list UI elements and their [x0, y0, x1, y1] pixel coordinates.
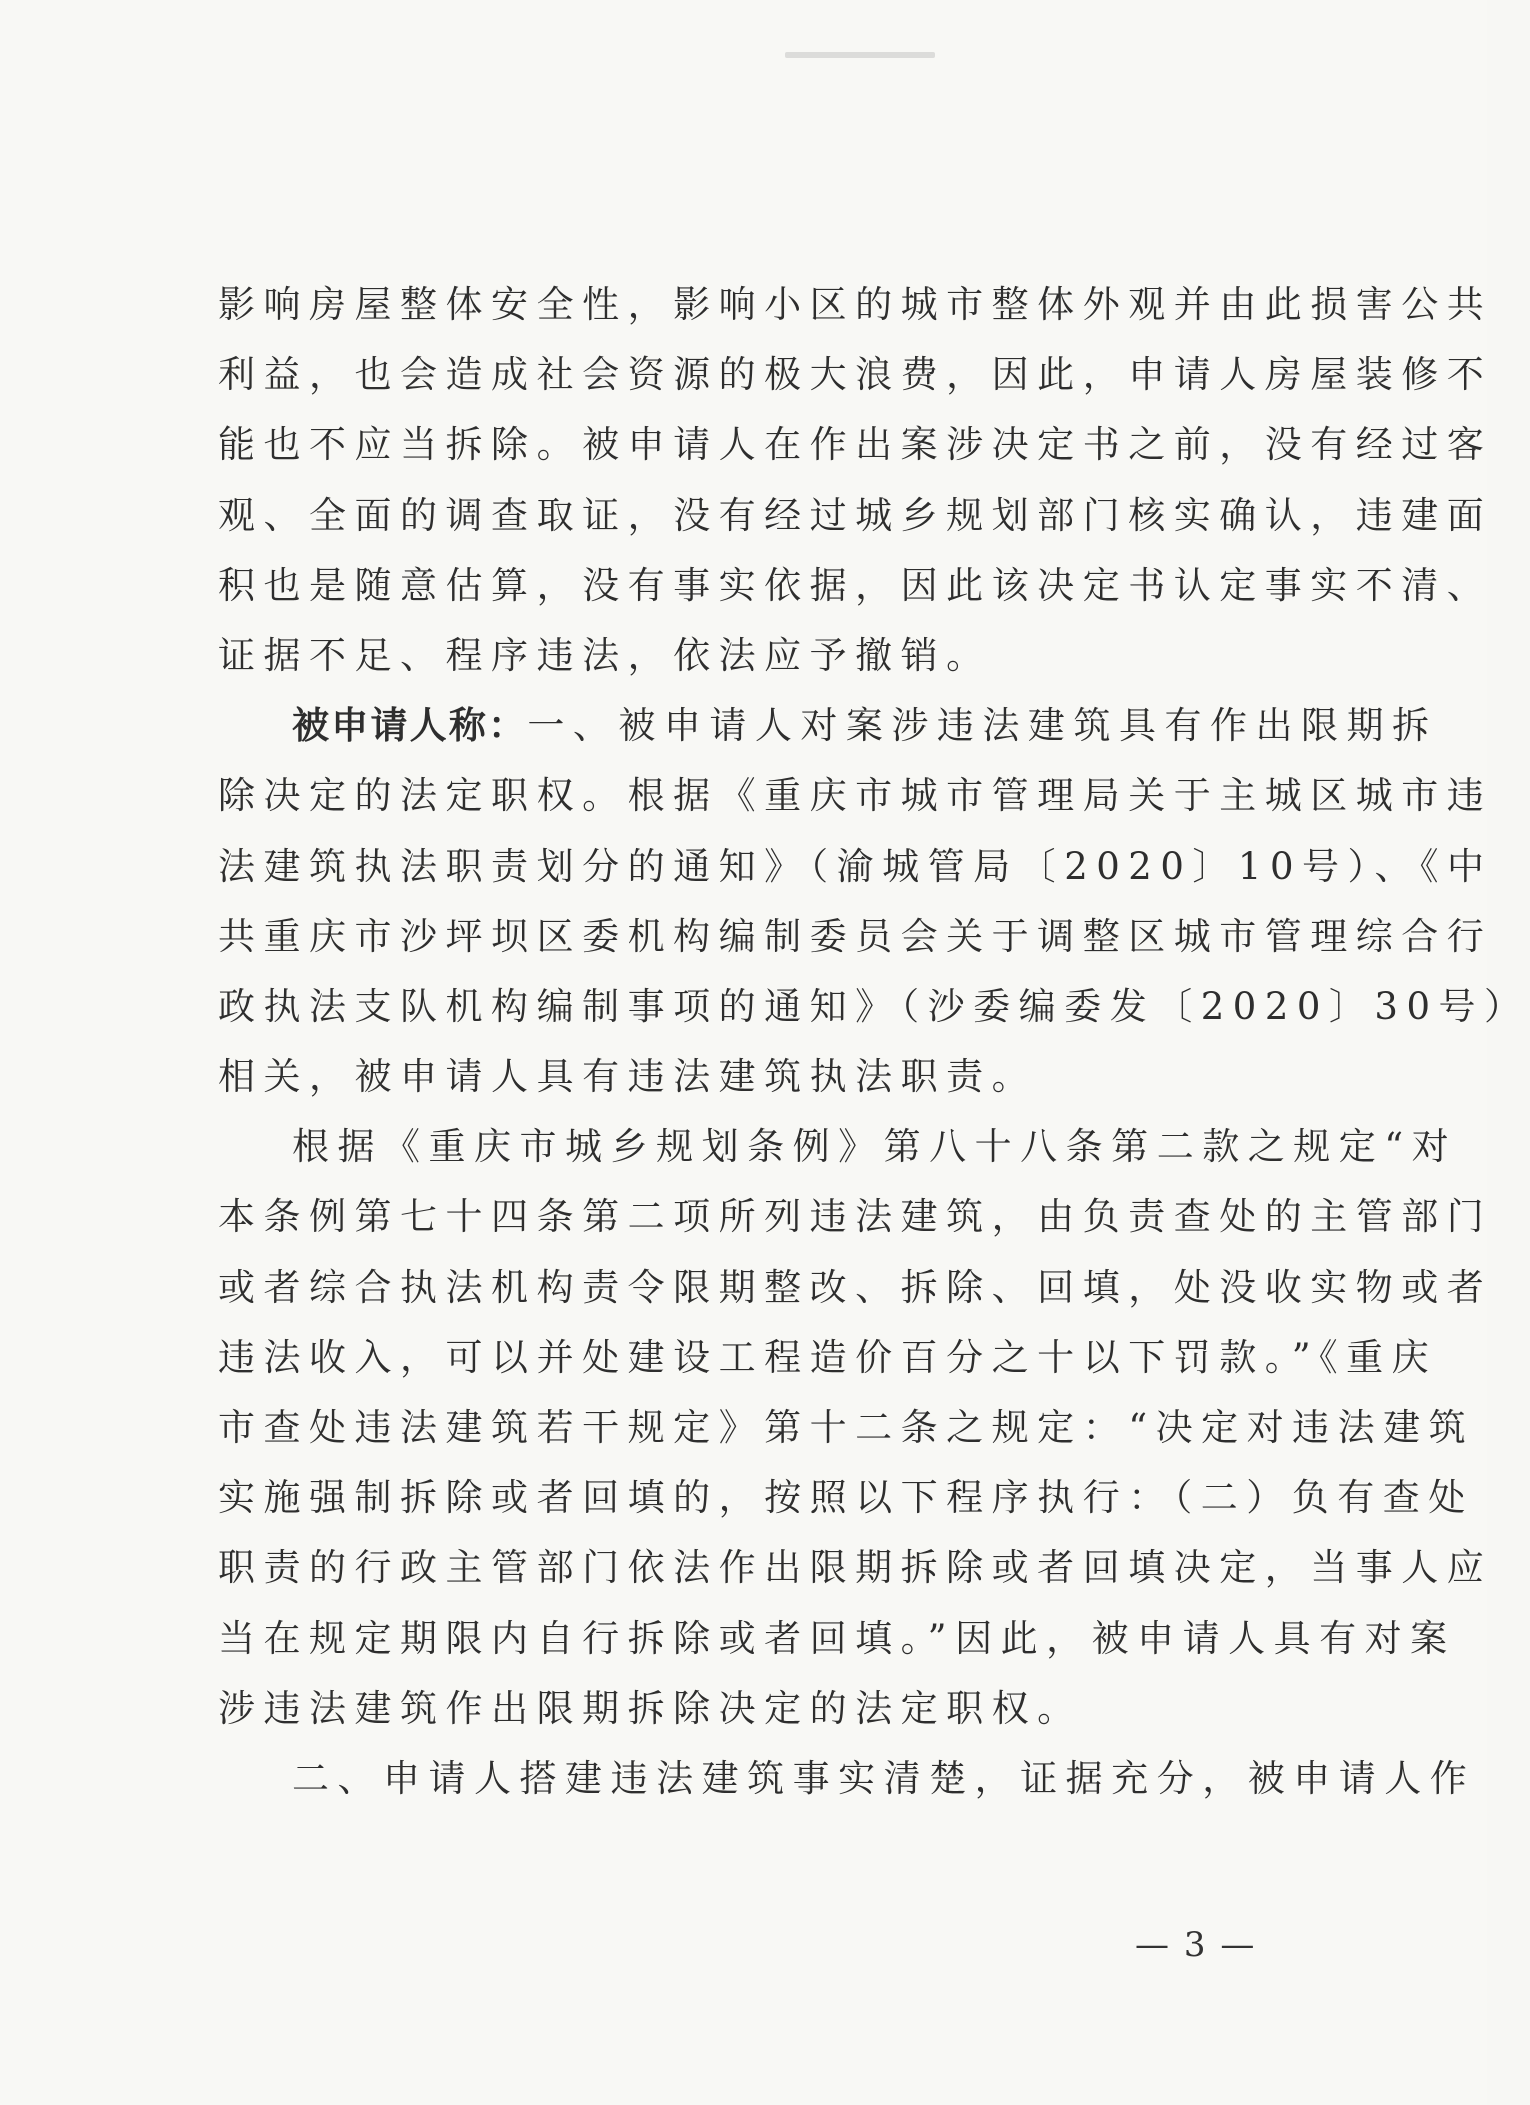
text-line: 违法收入，可以并处建设工程造价百分之十以下罚款。”《重庆: [218, 1335, 1438, 1379]
text-line: 本条例第七十四条第二项所列违法建筑，由负责查处的主管部门: [218, 1195, 1493, 1239]
text-line: 共重庆市沙坪坝区委机构编制委员会关于调整区城市管理综合行: [218, 914, 1493, 958]
text-line: 法建筑执法职责划分的通知》（渝城管局〔2020〕10号）、《中: [218, 844, 1493, 888]
scan-artifact: [785, 52, 935, 58]
text-line: 观、全面的调查取证，没有经过城乡规划部门核实确认，违建面: [218, 493, 1493, 537]
text-line: 证据不足、程序违法，依法应予撤销。: [218, 633, 992, 677]
text-line: 利益，也会造成社会资源的极大浪费，因此，申请人房屋装修不: [218, 353, 1493, 397]
text-line: 职责的行政主管部门依法作出限期拆除或者回填决定，当事人应: [218, 1546, 1493, 1590]
text-line: 积也是随意估算，没有事实依据，因此该决定书认定事实不清、: [218, 563, 1493, 607]
document-body: [218, 270, 1530, 1814]
text-line: 实施强制拆除或者回填的，按照以下程序执行：（二）负有查处: [218, 1476, 1474, 1520]
text-line: 相关，被申请人具有违法建筑执法职责。: [218, 1055, 1038, 1099]
text-line: 或者综合执法机构责令限期整改、拆除、回填，处没收实物或者: [218, 1265, 1493, 1309]
respondent-heading: 被申请人称：: [292, 704, 528, 748]
text-line: 当在规定期限内自行拆除或者回填。”因此，被申请人具有对案: [218, 1616, 1456, 1660]
text-line: 市查处违法建筑若干规定》第十二条之规定：“决定对违法建筑: [218, 1406, 1475, 1449]
respondent-text: 一、被申请人对案涉违法建筑具有作出限期拆: [527, 704, 1438, 748]
page-number: — 3 —: [1135, 1925, 1257, 1965]
paragraph-start-line: 根据《重庆市城乡规划条例》第八十八条第二款之规定“对: [292, 1125, 1458, 1169]
paragraph-start-line: 二、申请人搭建违法建筑事实清楚，证据充分，被申请人作: [292, 1756, 1476, 1800]
text-line: 除决定的法定职权。根据《重庆市城市管理局关于主城区城市违: [218, 774, 1493, 818]
text-line: 政执法支队机构编制事项的通知》（沙委编委发〔2020〕30号）: [218, 984, 1530, 1028]
text-line: 能也不应当拆除。被申请人在作出案涉决定书之前，没有经过客: [218, 423, 1493, 467]
respondent-statement-line: [218, 691, 1438, 761]
text-line: 影响房屋整体安全性，影响小区的城市整体外观并由此损害公共: [218, 283, 1493, 326]
text-line: 涉违法建筑作出限期拆除决定的法定职权。: [218, 1686, 1083, 1730]
